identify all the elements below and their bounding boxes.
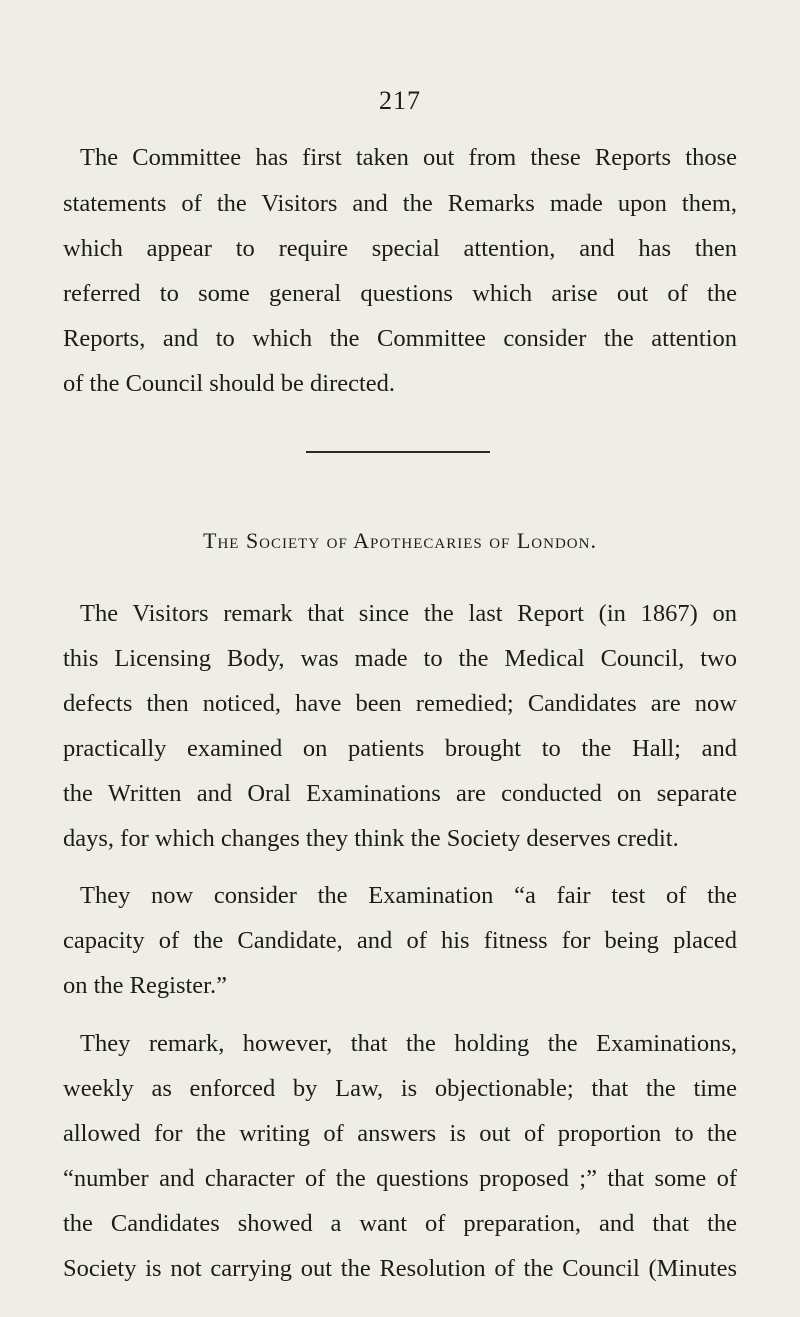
paragraph3-line-5: the Candidates showed a want of preparation, and that the — [63, 1210, 737, 1237]
paragraph1-line-3: defects then noticed, have been remedied; Candidates are now — [63, 690, 737, 717]
paragraph3-line-1: They remark, however, that the holding the Examinations, — [80, 1030, 737, 1057]
intro-line-6: of the Council should be directed. — [63, 370, 396, 397]
page-number: 217 — [379, 86, 421, 115]
paragraph3-line-3: allowed for the writing of answers is out of proportion to the — [63, 1120, 737, 1147]
intro-line-5: Reports, and to which the Committee consider the attention — [63, 325, 737, 352]
section-divider — [306, 451, 490, 453]
intro-line-1: The Committee has first taken out from these Reports those — [80, 144, 737, 171]
paragraph1-line-6: days, for which changes they think the Society deserves credit. — [63, 825, 679, 852]
section-heading: The Society of Apothecaries of London. — [203, 528, 597, 553]
paragraph2-line-2: capacity of the Candidate, and of his fitness for being placed — [63, 927, 737, 954]
paragraph3-line-2: weekly as enforced by Law, is objectionable; that the time — [63, 1075, 737, 1102]
paragraph1-line-2: this Licensing Body, was made to the Medical Council, two — [63, 645, 737, 672]
paragraph1-line-5: the Written and Oral Examinations are conducted on separate — [63, 780, 737, 807]
intro-line-2: statements of the Visitors and the Remarks made upon them, — [63, 190, 737, 217]
paragraph2-line-1: They now consider the Examination “a fair test of the — [80, 882, 737, 909]
paragraph1-line-1: The Visitors remark that since the last Report (in 1867) on — [80, 600, 737, 627]
intro-line-3: which appear to require special attention, and has then — [63, 235, 737, 262]
paragraph1-line-4: practically examined on patients brought to the Hall; and — [63, 735, 737, 762]
paragraph2-line-3: on the Register.” — [63, 972, 227, 999]
intro-line-4: referred to some general questions which arise out of the — [63, 280, 737, 307]
paragraph3-line-4: “number and character of the questions proposed ;” that some of — [63, 1165, 737, 1192]
paragraph3-line-6: Society is not carrying out the Resolution of the Council (Minutes — [63, 1255, 737, 1282]
